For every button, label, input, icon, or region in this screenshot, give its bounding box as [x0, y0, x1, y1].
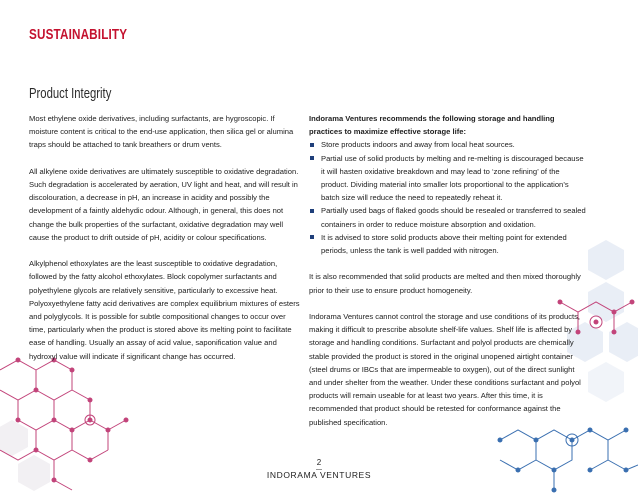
list-item: Partially used bags of flaked goods should be resealed or transferred to sealed containers in order to reduce moisture absorption and oxidation.	[309, 204, 589, 230]
paragraph: Most ethylene oxide derivatives, including surfactants, are hygroscopic. If moisture content is critical to the end-use application, then silica gel or alumina traps should be attached to tank breathers or drum vents.	[29, 114, 294, 150]
right-column	[309, 112, 589, 442]
header-title: SUSTAINABILITY	[29, 26, 128, 43]
recommendations-intro: Indorama Ventures recommends the following storage and handling practices to maximize effective storage life:	[309, 114, 555, 137]
list-item: Partial use of solid products by melting and re-melting is discouraged because it will hasten oxidative breakdown and may lead to ‘zone refining’ of the product. Dividing material into smaller lots proportional to the application’s batch size will reduce the need to repeatedly reheat it.	[309, 152, 589, 205]
paragraph: All alkylene oxide derivatives are ultimately susceptible to oxidative degradation. Such degradation is accelerated by aeration, UV light and heat, and will result in discolouration, a decrease in pH, an increase in acidity and possibly the development of a faintly aldehydic odour. Although, in general, this does not change the bulk properties of the surfactant, oxidative degradation may well cause the product to drift outside of pH, acidity or colour specifications.	[29, 166, 299, 242]
page-number: 2	[316, 458, 322, 467]
paragraph: Alkylphenol ethoxylates are the least susceptible to oxidative degradation, followed by the fatty alcohol ethoxylates. Block copolymer surfactants and polyethylene glycols are relatively sensitive, particularly to excessive heat. Polyoxyethylene fatty acid derivatives are complex equilibrium mixtures of esters and polyglycols. It is possible for subtle compositional changes to occur over time, particularly when the product is stored above its melting point to facilitate ease of handling. Usually an assay of acid value, saponification value and hydroxyl value will indicate if significant change has occurred.	[29, 259, 300, 361]
recommendations-list	[309, 138, 589, 257]
list-item: It is advised to store solid products above their melting point for extended periods, unless the tank is well padded with nitrogen.	[309, 231, 589, 257]
section-title: Product Integrity	[29, 86, 112, 102]
left-column	[29, 112, 304, 376]
list-item: Store products indoors and away from local heat sources.	[309, 138, 589, 151]
paragraph: Indorama Ventures cannot control the storage and use conditions of its products, making it difficult to prescribe absolute shelf-life values. Shelf life is affected by storage and handling conditions. Surfactant and polyol products are chemically stable provided the product is stored in the original unopened airtight container (steel drums or IBCs that are impermeable to oxygen), out of the direct sunlight and under shelter from the weather. Under these conditions surfactant and polyol products will remain useable for at least two years. After this time, it is recommended that product should be retested for conformance against the published specification.	[309, 312, 581, 427]
hexagon-pattern-left	[0, 420, 50, 491]
footer-brand: INDORAMA VENTURES	[266, 470, 372, 480]
paragraph: It is also recommended that solid products are melted and then mixed thoroughly prior to their use to ensure product homogeneity.	[309, 272, 581, 295]
